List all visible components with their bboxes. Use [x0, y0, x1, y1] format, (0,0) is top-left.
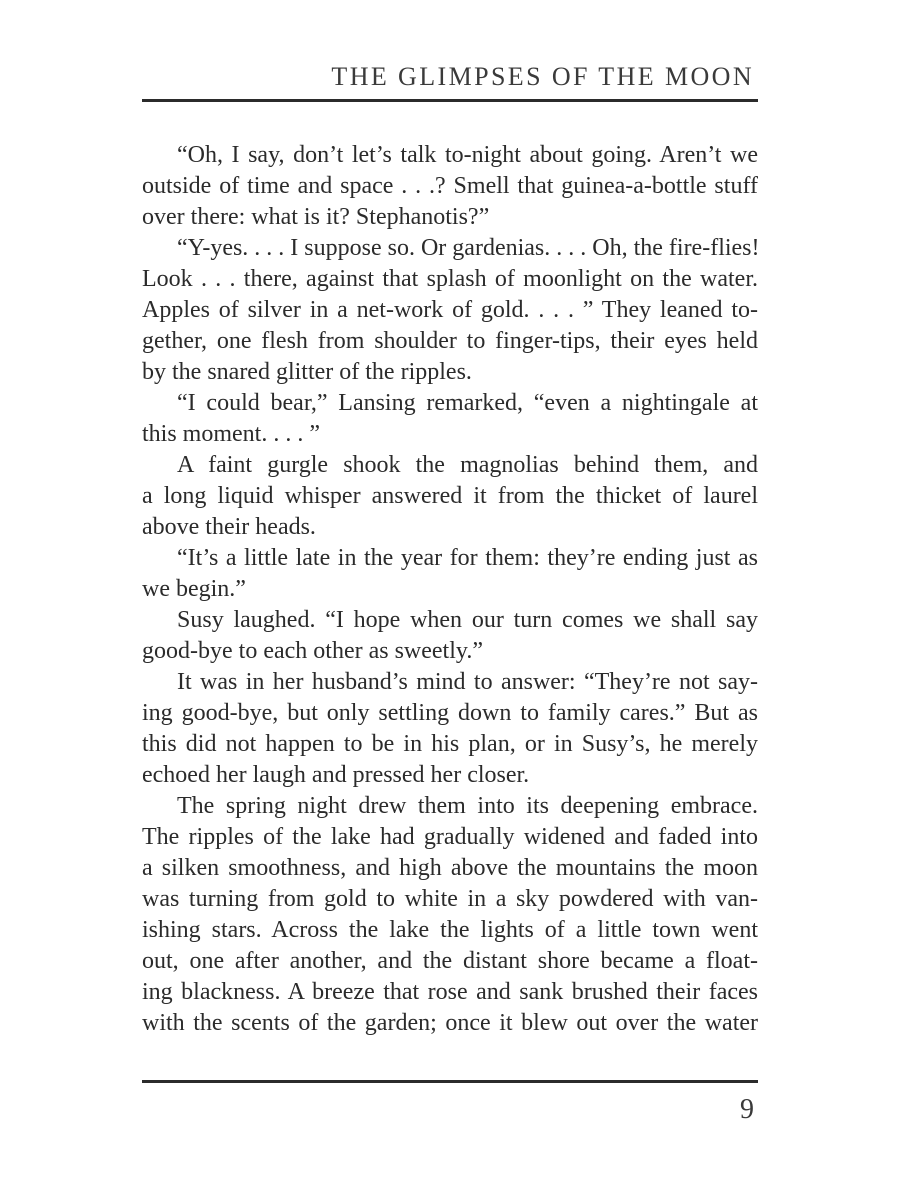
body-text [142, 140, 758, 1039]
book-page [142, 0, 758, 1200]
text-line: The spring night drew them into its deepening embrace. [177, 793, 758, 819]
text-line: ing blackness. A breeze that rose and sank brushed their faces [142, 979, 758, 1005]
text-line: gether, one flesh from shoulder to finger-tips, their eyes held [142, 328, 758, 354]
text-line: echoed her laugh and pressed her closer. [142, 762, 530, 788]
text-line: good-bye to each other as sweetly.” [142, 638, 483, 664]
text-line: with the scents of the garden; once it blew out over the water [142, 1010, 758, 1036]
text-line: Susy laughed. “I hope when our turn comes we shall say [177, 607, 758, 633]
paragraph [142, 450, 758, 543]
paragraph [142, 791, 758, 1039]
text-line: ing good-bye, but only settling down to family cares.” But as [142, 700, 758, 726]
text-line: by the snared glitter of the ripples. [142, 359, 472, 385]
page-number: 9 [740, 1094, 754, 1125]
text-line: “I could bear,” Lansing remarked, “even a nightingale at [177, 390, 758, 416]
text-line: above their heads. [142, 514, 316, 540]
text-line: outside of time and space . . .? Smell that guinea-a-bottle stuff [142, 173, 758, 199]
text-line: this moment. . . . ” [142, 421, 320, 447]
text-line: a silken smoothness, and high above the mountains the moon [142, 855, 758, 881]
text-line: “It’s a little late in the year for them: they’re ending just as [177, 545, 758, 571]
paragraph [142, 543, 758, 605]
text-line: out, one after another, and the distant shore became a float- [142, 948, 758, 974]
running-head: THE GLIMPSES OF THE MOON [331, 62, 754, 91]
paragraph [142, 140, 758, 233]
header-rule [142, 99, 758, 102]
text-line: a long liquid whisper answered it from the thicket of laurel [142, 483, 758, 509]
text-line: Look . . . there, against that splash of moonlight on the water. [142, 266, 758, 292]
text-line: A faint gurgle shook the magnolias behind them, and [177, 452, 758, 478]
text-line: we begin.” [142, 576, 246, 602]
paragraph [142, 605, 758, 667]
text-line: It was in her husband’s mind to answer: “They’re not say- [177, 669, 758, 695]
paragraph [142, 388, 758, 450]
paragraph [142, 667, 758, 791]
paragraph [142, 233, 758, 388]
text-line: ishing stars. Across the lake the lights of a little town went [142, 917, 758, 943]
text-line: was turning from gold to white in a sky powdered with van- [142, 886, 758, 912]
text-line: The ripples of the lake had gradually widened and faded into [142, 824, 758, 850]
text-line: Apples of silver in a net-work of gold. . . . ” They leaned to- [142, 297, 758, 323]
footer-rule [142, 1080, 758, 1083]
text-line: this did not happen to be in his plan, or in Susy’s, he merely [142, 731, 758, 757]
text-line: “Oh, I say, don’t let’s talk to-night about going. Aren’t we [177, 142, 758, 168]
text-line: “Y-yes. . . . I suppose so. Or gardenias. . . . Oh, the fire-flies! [177, 235, 760, 261]
text-line: over there: what is it? Stephanotis?” [142, 204, 490, 230]
